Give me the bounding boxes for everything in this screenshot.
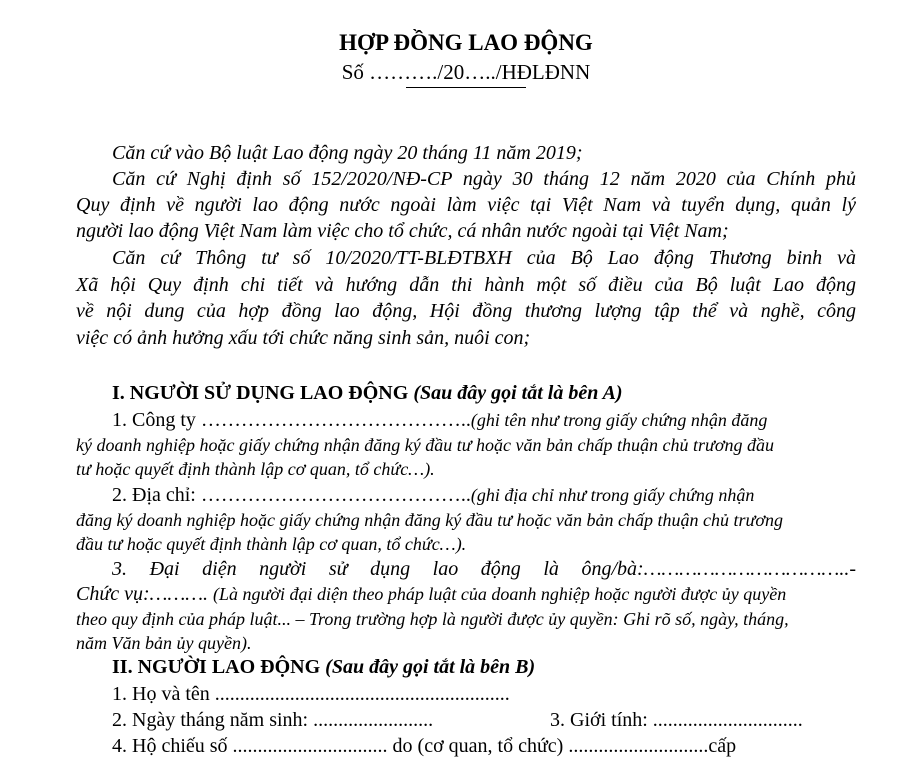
address-note-line: đăng ký doanh nghiệp hoặc giấy chứng nhận đăng ký đầu tư hoặc văn bản chấp thuận chủ trương [76, 510, 783, 530]
company-note-line: ký doanh nghiệp hoặc giấy chứng nhận đăng ký đầu tư hoặc văn bản chấp thuận chủ trương đầu [76, 435, 774, 455]
preamble-line: Căn cứ Nghị định số 152/2020/NĐ-CP ngày 30 tháng 12 năm 2020 của Chính phủ [112, 168, 856, 190]
preamble-line: Căn cứ vào Bộ luật Lao động ngày 20 tháng 11 năm 2019; [112, 142, 583, 164]
gender-field: 3. Giới tính: .............................. [550, 709, 803, 731]
preamble-line: việc có ảnh hưởng xấu tới chức năng sinh sản, nuôi con; [76, 327, 531, 349]
address-note-line: đầu tư hoặc quyết định thành lập cơ quan, tổ chức…). [76, 534, 467, 554]
preamble-line: Quy định về người lao động nước ngoài làm việc tại Việt Nam và tuyển dụng, quản lý [76, 194, 856, 216]
passport-field: 4. Hộ chiếu số ............................... do (cơ quan, tổ chức) ............................cấp [112, 735, 737, 757]
title-underline [406, 87, 526, 88]
representative-note-line: theo quy định của pháp luật... – Trong trường hợp là người được ủy quyền: Ghi rõ số, ngày, tháng, [76, 609, 789, 629]
section-heading-employee [112, 654, 856, 680]
section-heading-note: (Sau đây gọi tắt là bên A) [413, 382, 623, 404]
dob-field: 2. Ngày tháng năm sinh: ........................ [112, 709, 434, 731]
preamble-line: Căn cứ Thông tư số 10/2020/TT-BLĐTBXH của Bộ Lao động Thương binh và [112, 247, 856, 269]
section-heading-employer [112, 380, 856, 406]
representative-field: 3. Đại diện người sử dụng lao động là ông/bà:……………………………..- [112, 558, 856, 580]
address-note: (ghi địa chỉ như trong giấy chứng nhận [470, 485, 755, 505]
position-field: Chức vụ:………. [76, 583, 209, 605]
section-heading-note: (Sau đây gọi tắt là bên B) [325, 656, 536, 678]
address-row [112, 482, 856, 508]
preamble-line: người lao động Việt Nam làm việc cho tổ chức, cá nhân nước ngoài tại Việt Nam; [76, 220, 729, 242]
employee-name-field: 1. Họ và tên ........................................................... [112, 683, 510, 705]
section-heading-text: II. NGƯỜI LAO ĐỘNG [112, 656, 321, 678]
contract-number: Số ………./20…../HĐLĐNN [341, 60, 591, 84]
position-row [76, 581, 856, 607]
address-field: 2. Địa chỉ: ………………………………….. [112, 484, 471, 506]
dob-gender-row [112, 707, 856, 733]
company-note: (ghi tên như trong giấy chứng nhận đăng [470, 410, 768, 430]
section-heading-text: I. NGƯỜI SỬ DỤNG LAO ĐỘNG [112, 382, 409, 404]
company-note-line: tư hoặc quyết định thành lập cơ quan, tổ chức…). [76, 459, 435, 479]
document-title: HỢP ĐỒNG LAO ĐỘNG [339, 30, 593, 55]
preamble-line: Xã hội Quy định chi tiết và hướng dẫn thi hành một số điều của Bộ luật Lao động [76, 274, 856, 296]
representative-note-line: năm Văn bản ủy quyền). [76, 633, 252, 653]
preamble-line: về nội dung của hợp đồng lao động, Hội đồng thương lượng tập thể và nghề, công [76, 300, 856, 322]
company-field: 1. Công ty ………………………………….. [112, 409, 471, 431]
representative-note: (Là người đại diện theo pháp luật của doanh nghiệp hoặc người được ủy quyền [213, 584, 787, 604]
company-row [112, 407, 856, 433]
